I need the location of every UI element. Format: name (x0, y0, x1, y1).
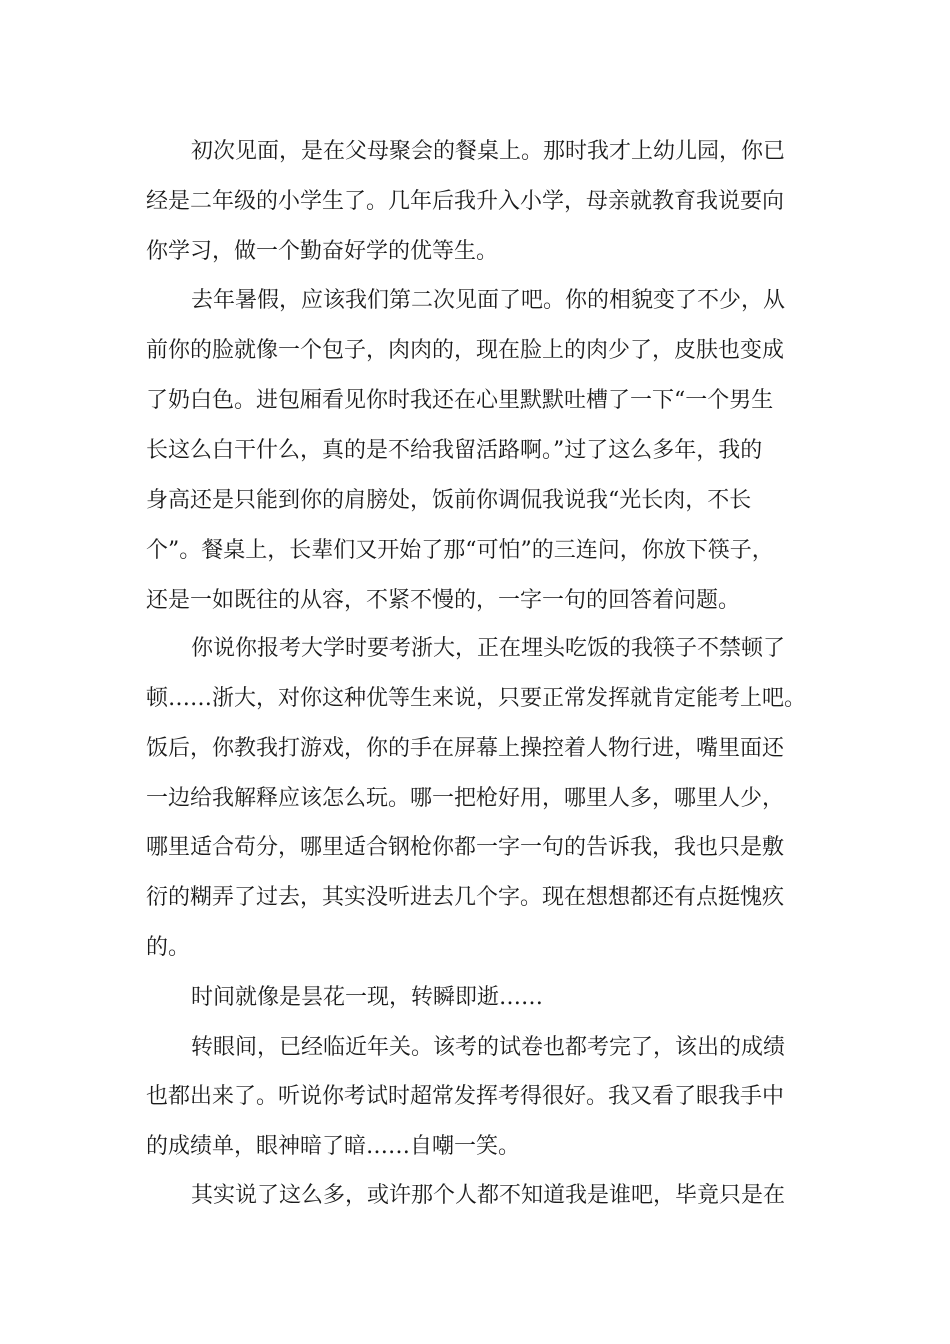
text-line: 顿……浙大，对你这种优等生来说，只要正常发挥就肯定能考上吧。 (146, 686, 807, 711)
text-line: 一边给我解释应该怎么玩。哪一把枪好用，哪里人多，哪里人少， (146, 786, 785, 811)
text-line: 身高还是只能到你的肩膀处，饭前你调侃我说我“光长肉，不长 (146, 488, 752, 513)
text-line: 经是二年级的小学生了。几年后我升入小学，母亲就教育我说要向 (146, 189, 785, 214)
text-line: 饭后，你教我打游戏，你的手在屏幕上操控着人物行进，嘴里面还 (146, 736, 785, 761)
text-line: 其实说了这么多，或许那个人都不知道我是谁吧，毕竟只是在 (191, 1183, 786, 1208)
text-line: 时间就像是昙花一现，转瞬即逝…… (191, 985, 544, 1010)
text-line: 的。 (146, 935, 191, 960)
text-line: 你学习，做一个勤奋好学的优等生。 (146, 239, 499, 264)
text-line: 衍的糊弄了过去，其实没听进去几个字。现在想想都还有点挺愧疚 (146, 885, 785, 910)
text-line: 了奶白色。进包厢看见你时我还在心里默默吐槽了一下“一个男生 (146, 388, 774, 413)
text-line: 去年暑假，应该我们第二次见面了吧。你的相貌变了不少，从 (191, 288, 786, 313)
text-line: 的成绩单，眼神暗了暗……自嘲一笑。 (146, 1134, 521, 1159)
text-line: 前你的脸就像一个包子，肉肉的，现在脸上的肉少了，皮肤也变成 (146, 338, 785, 363)
text-line: 还是一如既往的从容，不紧不慢的，一字一句的回答着问题。 (146, 588, 741, 613)
text-line: 初次见面，是在父母聚会的餐桌上。那时我才上幼儿园，你已 (191, 139, 786, 164)
text-line: 长这么白干什么，真的是不给我留活路啊。”过了这么多年，我的 (146, 438, 763, 463)
text-line: 哪里适合苟分，哪里适合钢枪你都一字一句的告诉我，我也只是敷 (146, 835, 785, 860)
text-line: 转眼间，已经临近年关。该考的试卷也都考完了，该出的成绩 (191, 1035, 786, 1060)
text-line: 也都出来了。听说你考试时超常发挥考得很好。我又看了眼我手中 (146, 1084, 785, 1109)
text-line: 你说你报考大学时要考浙大，正在埋头吃饭的我筷子不禁顿了 (191, 636, 786, 661)
text-line: 个”。餐桌上，长辈们又开始了那“可怕”的三连问，你放下筷子， (146, 538, 774, 563)
